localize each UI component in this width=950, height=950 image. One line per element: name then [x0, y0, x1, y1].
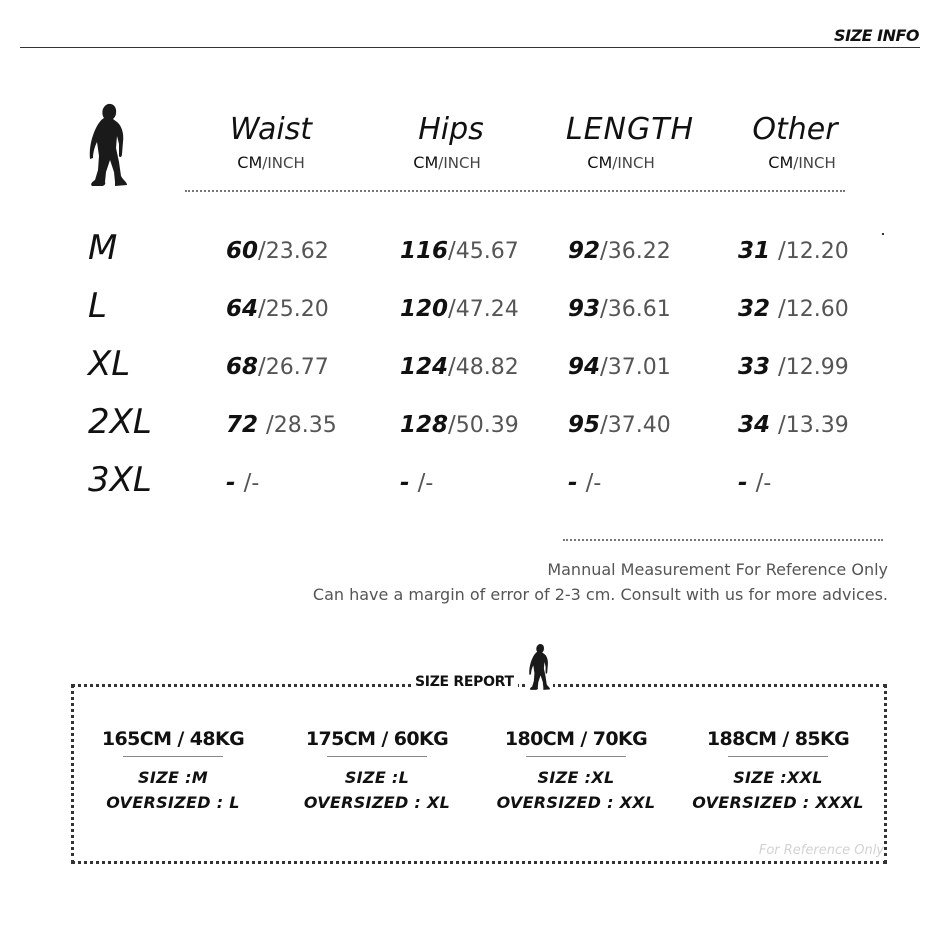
- cell-3xl-waist: - /-: [226, 470, 260, 496]
- size-label-m: M: [88, 228, 118, 268]
- column-header-waist: Waist: [229, 112, 313, 147]
- cell-3xl-length: - /-: [568, 470, 602, 496]
- cell-2xl-other: 34 /13.39: [738, 412, 849, 438]
- recommended-size: SIZE :M: [138, 768, 208, 787]
- column-header-other: Other: [752, 112, 838, 147]
- header-divider: [20, 47, 920, 48]
- oversized-size: OVERSIZED : XXXL: [692, 793, 864, 812]
- human-figure-icon: [86, 102, 132, 188]
- column-header-length: LENGTH: [565, 112, 695, 147]
- cell-l-other: 32 /12.60: [738, 296, 849, 322]
- cell-xl-other: 33 /12.99: [738, 354, 849, 380]
- report-entry: [282, 728, 472, 812]
- cell-l-length: 93/36.61: [568, 296, 671, 322]
- cell-2xl-length: 95/37.40: [568, 412, 671, 438]
- size-label-xl: XL: [88, 344, 131, 384]
- page-title: SIZE INFO: [834, 26, 919, 45]
- margin-of-error-note: Can have a margin of error of 2-3 cm. Consult with us for more advices.: [312, 585, 888, 604]
- column-unit-waist: CM/INCH: [237, 153, 305, 172]
- cell-l-hips: 120/47.24: [400, 296, 519, 322]
- entry-underline: [728, 756, 828, 757]
- size-report-title: SIZE REPORT: [411, 674, 518, 690]
- cell-xl-hips: 124/48.82: [400, 354, 519, 380]
- oversized-size: OVERSIZED : XL: [303, 793, 451, 812]
- header-dotted-divider: [185, 190, 845, 192]
- cell-xl-length: 94/37.01: [568, 354, 671, 380]
- height-weight: 180CM / 70KG: [504, 728, 648, 750]
- report-footnote: For Reference Only: [758, 843, 884, 858]
- cell-m-waist: 60/23.62: [226, 238, 329, 264]
- cell-m-hips: 116/45.67: [400, 238, 519, 264]
- recommended-size: SIZE :XL: [537, 768, 615, 787]
- size-label-l: L: [88, 286, 107, 326]
- recommended-size: SIZE :XXL: [733, 768, 823, 787]
- report-entry: [481, 728, 671, 812]
- height-weight: 175CM / 60KG: [305, 728, 449, 750]
- stray-dot: [882, 233, 884, 235]
- report-entry: [683, 728, 873, 812]
- cell-m-length: 92/36.22: [568, 238, 671, 264]
- oversized-size: OVERSIZED : XXL: [496, 793, 656, 812]
- cell-m-other: 31 /12.20: [738, 238, 849, 264]
- report-entry: [78, 728, 268, 812]
- size-label-2xl: 2XL: [88, 402, 152, 442]
- cell-l-waist: 64/25.20: [226, 296, 329, 322]
- column-unit-length: CM/INCH: [587, 153, 655, 172]
- cell-3xl-hips: - /-: [400, 470, 434, 496]
- oversized-size: OVERSIZED : L: [106, 793, 240, 812]
- notes-dotted-divider: [563, 539, 883, 541]
- height-weight: 188CM / 85KG: [706, 728, 850, 750]
- size-label-3xl: 3XL: [88, 460, 152, 500]
- cell-xl-waist: 68/26.77: [226, 354, 329, 380]
- column-unit-other: CM/INCH: [768, 153, 836, 172]
- entry-underline: [526, 756, 626, 757]
- cell-2xl-hips: 128/50.39: [400, 412, 519, 438]
- cell-2xl-waist: 72 /28.35: [226, 412, 337, 438]
- column-unit-hips: CM/INCH: [413, 153, 481, 172]
- recommended-size: SIZE :L: [344, 768, 410, 787]
- human-figure-small-icon: [527, 643, 553, 691]
- entry-underline: [327, 756, 427, 757]
- column-header-hips: Hips: [418, 112, 484, 147]
- reference-note: Mannual Measurement For Reference Only: [547, 560, 888, 579]
- cell-3xl-other: - /-: [738, 470, 772, 496]
- entry-underline: [123, 756, 223, 757]
- height-weight: 165CM / 48KG: [101, 728, 245, 750]
